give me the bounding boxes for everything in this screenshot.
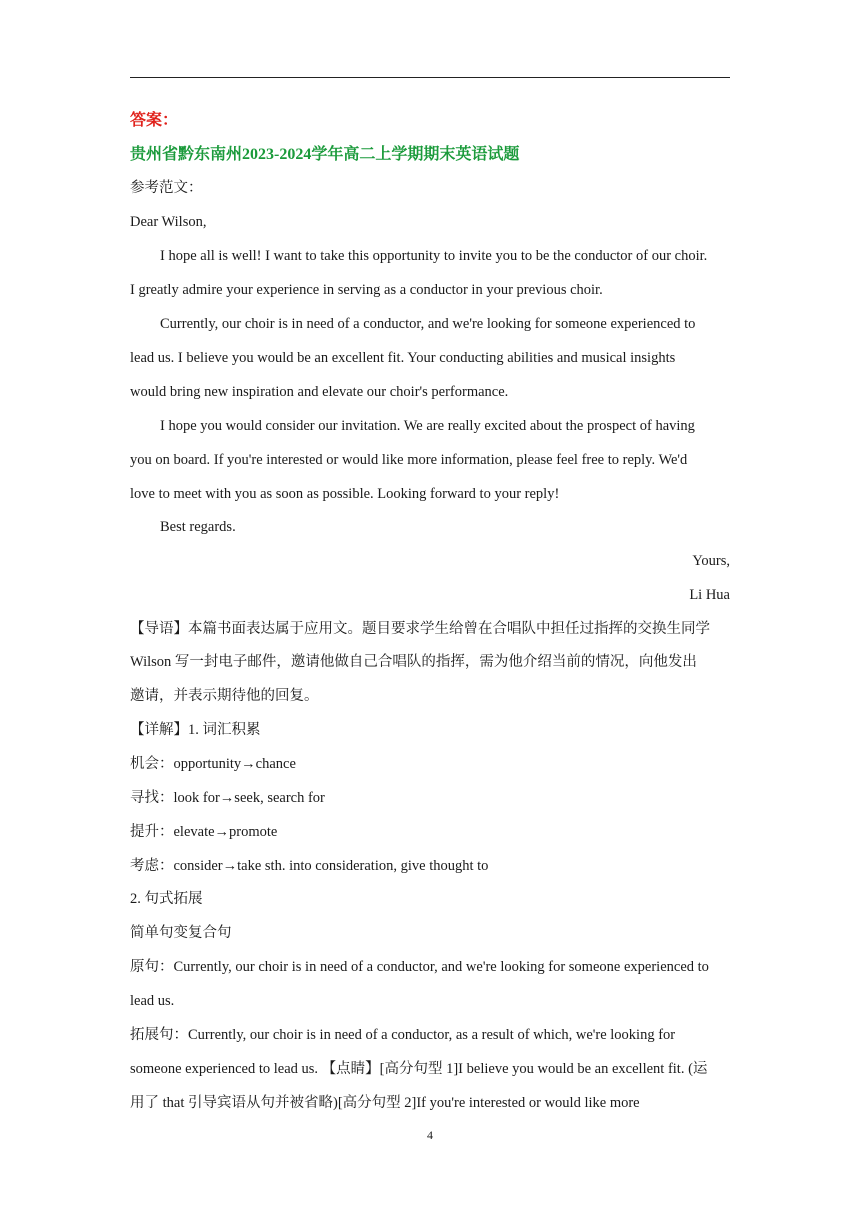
letter-closing: Best regards.	[160, 519, 236, 535]
vocab-item-1: 机会：opportunity→chance	[130, 756, 296, 772]
original-sentence-line1: 原句：Currently, our choir is in need of a conductor, and we're looking for someone experienced to	[130, 959, 709, 975]
original-sentence-line2: lead us.	[130, 993, 175, 1009]
sentence-subheading: 简单句变复合句	[130, 925, 232, 941]
exam-title: 贵州省黔东南州2023-2024学年高二上学期期末英语试题	[130, 146, 520, 163]
guide-line1: 【导语】本篇书面表达属于应用文。题目要求学生给曾在合唱队中担任过指挥的交换生同学	[130, 621, 710, 637]
extended-sentence-line2: someone experienced to lead us. 【点睛】[高分句型 1]I believe you would be an excellent fit. (运	[130, 1061, 708, 1077]
letter-p1-line1: I hope all is well! I want to take this opportunity to invite you to be the conductor of our choir.	[160, 248, 708, 264]
vocab-item-2: 寻找：look for→seek, search for	[130, 790, 325, 806]
vocab-item-4: 考虑：consider→take sth. into consideration, give thought to	[130, 858, 489, 874]
vocab-item-3: 提升：elevate→promote	[130, 824, 278, 840]
letter-p3-line1: I hope you would consider our invitation. We are really excited about the prospect of having	[160, 418, 695, 434]
guide-line3: 邀请，并表示期待他的回复。	[130, 688, 319, 704]
header-rule	[130, 77, 730, 78]
letter-p1-line2: I greatly admire your experience in serving as a conductor in your previous choir.	[130, 282, 603, 298]
detail-heading: 【详解】1. 词汇积累	[130, 722, 261, 738]
letter-p3-line3: love to meet with you as soon as possible. Looking forward to your reply!	[130, 486, 560, 502]
letter-sign-yours: Yours,	[692, 553, 730, 569]
guide-line2: Wilson 写一封电子邮件，邀请他做自己合唱队的指挥，需为他介绍当前的情况，向他发出	[130, 654, 697, 670]
letter-p2-line1: Currently, our choir is in need of a conductor, and we're looking for someone experienced to	[160, 316, 696, 332]
letter-p2-line3: would bring new inspiration and elevate our choir's performance.	[130, 384, 509, 400]
letter-p3-line2: you on board. If you're interested or would like more information, please feel free to reply. We'd	[130, 452, 688, 468]
page-number: 4	[427, 1128, 433, 1142]
extended-sentence-line1: 拓展句：Currently, our choir is in need of a conductor, as a result of which, we're looking for	[130, 1027, 676, 1043]
sentence-heading: 2. 句式拓展	[130, 891, 203, 907]
answer-label: 答案：	[130, 112, 179, 129]
letter-greeting: Dear Wilson,	[130, 214, 207, 230]
letter-p2-line2: lead us. I believe you would be an excellent fit. Your conducting abilities and musical insights	[130, 350, 676, 366]
reference-label: 参考范文：	[130, 180, 203, 196]
letter-sign-name: Li Hua	[689, 587, 730, 603]
extended-sentence-line3: 用了 that 引导宾语从句并被省略)[高分句型 2]If you're interested or would like more	[130, 1095, 640, 1111]
